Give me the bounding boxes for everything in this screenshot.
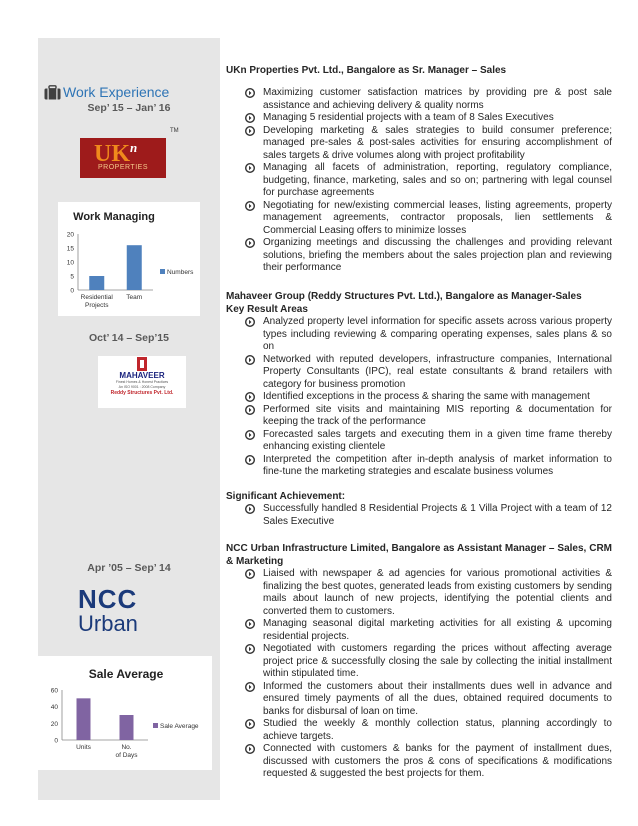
bullet-arrow-icon	[245, 317, 255, 327]
y-tick-label: 60	[50, 687, 58, 695]
list-item: Forecasted sales targets and executing them in a given time frame thereby enhancing existing clientele	[226, 429, 612, 454]
list-item: Informed the customers about their installments dues well in advance and ensured timely payments of all the dues, obtained required documents to banks for disbursal of loan on time.	[226, 681, 612, 719]
bar	[120, 715, 134, 740]
legend-label: Numbers	[167, 269, 194, 276]
legend-swatch	[153, 723, 158, 728]
list-item: Managing seasonal digital marketing activities for all existing & upcoming residential projects.	[226, 618, 612, 643]
list-item: Organizing meetings and discussing the challenges and providing relevant solutions, briefing the members about the sales projection plan and reviewing their performance	[226, 237, 612, 275]
y-tick-label: 15	[66, 245, 74, 253]
bullet-arrow-icon	[245, 569, 255, 579]
y-tick-label: 20	[50, 720, 58, 728]
y-tick-label: 10	[66, 259, 74, 267]
job-ncc	[226, 542, 612, 781]
achievement-title: Significant Achievement:	[226, 491, 346, 502]
bullet-arrow-icon	[245, 504, 255, 514]
job-subtitle: Key Result Areas	[226, 304, 308, 315]
y-tick-label: 0	[70, 287, 74, 295]
ukn-logo-sub: PROPERTIES	[98, 164, 148, 171]
y-tick-label: 0	[54, 737, 58, 745]
briefcase-icon	[44, 85, 60, 99]
y-tick-label: 20	[66, 231, 74, 239]
list-item: Maximizing customer satisfaction matrices by providing pre & post sale assistance and achieving delivery & quality norms	[226, 87, 612, 112]
list-item: Performed site visits and maintaining MIS reporting & documentation for keeping the track of the performance	[226, 404, 612, 429]
x-tick-label: No.	[121, 744, 132, 751]
job-title: Mahaveer Group (Reddy Structures Pvt. Ltd.), Bangalore as Manager-Sales	[226, 291, 582, 302]
list-item: Developing marketing & sales strategies to build consumer preference; managed pre-sales & post-sales activities for ensuring accomplishment of sales targets & drive volumes along with project profitability	[226, 125, 612, 163]
section-title-text: Work Experience	[63, 84, 170, 100]
list-item: Managing all facets of administration, reporting, regulatory compliance, budgeting, finance, marketing, sales and so on; partnering with legal counsel for purchase agreements	[226, 162, 612, 200]
bullet-arrow-icon	[245, 455, 255, 465]
list-item: Studied the weekly & monthly collection status, planning accordingly to achieve targets.	[226, 718, 612, 743]
bullet-arrow-icon	[245, 719, 255, 729]
x-tick-label: Team	[126, 294, 143, 301]
bar	[89, 276, 104, 290]
x-tick-label: Residential	[80, 294, 113, 301]
mahaveer-iso: An ISO 9001 : 2008 Company	[118, 385, 166, 389]
bar	[127, 245, 142, 290]
main-content	[226, 38, 612, 800]
bar	[77, 698, 91, 740]
bullet-arrow-icon	[245, 392, 255, 402]
bullet-arrow-icon	[245, 88, 255, 98]
legend-label: Sale Average	[160, 723, 199, 730]
job-bullets	[226, 568, 612, 781]
job-bullets	[226, 316, 612, 479]
sale-average-chart	[38, 656, 212, 770]
job-bullets	[226, 87, 612, 275]
date-range-ukn: Sep’ 15 – Jan’ 16	[87, 102, 171, 114]
legend-swatch	[160, 269, 165, 274]
mahaveer-tagline: Finest Homes & Honest Practices	[115, 380, 169, 384]
list-item: Negotiating for new/existing commercial leases, listing agreements, property management agreements, contractor proposals, lien settlements & Commercial Leasing offers to minimize losses	[226, 200, 612, 238]
bullet-arrow-icon	[245, 619, 255, 629]
bullet-arrow-icon	[245, 201, 255, 211]
list-item: Managing 5 residential projects with a team of 8 Sales Executives	[226, 112, 612, 125]
bullet-arrow-icon	[245, 163, 255, 173]
list-item: Successfully handled 8 Residential Projects & 1 Villa Project with a team of 12 Sales Executive	[226, 503, 612, 528]
x-tick-label: Units	[76, 744, 91, 751]
work-managing-chart	[58, 202, 200, 316]
bullet-arrow-icon	[245, 126, 255, 136]
section-title	[44, 84, 169, 100]
job-mahaveer	[226, 290, 612, 479]
bullet-arrow-icon	[245, 238, 255, 248]
list-item: Analyzed property level information for specific assets across various property types including reviewing & comparing operating expenses, sales plans & so on	[226, 316, 612, 354]
achievement	[226, 490, 612, 528]
y-tick-label: 5	[70, 273, 74, 281]
bullet-arrow-icon	[245, 644, 255, 654]
date-range-mahaveer: Oct’ 14 – Sep’15	[89, 332, 169, 344]
ukn-properties-logo	[80, 138, 166, 178]
x-tick-label: Projects	[85, 302, 109, 309]
ncc-logo-line2: Urban	[78, 611, 138, 636]
bullet-arrow-icon	[245, 682, 255, 692]
mahaveer-name: MAHAVEER	[119, 371, 165, 380]
bullet-arrow-icon	[245, 405, 255, 415]
x-tick-label: of Days	[115, 752, 138, 759]
list-item: Liaised with newspaper & ad agencies for various promotional activities & finalizing the best quotes, generated leads from existing customers by sending mails about launch of new projects, identifying the potential clients and converted them to customers.	[226, 568, 612, 618]
mahaveer-emblem-icon	[135, 357, 149, 371]
ncc-logo-line1: NCC	[78, 584, 138, 614]
mahaveer-logo	[98, 356, 186, 408]
date-range-ncc: Apr ’05 – Sep’ 14	[87, 562, 171, 574]
bullet-arrow-icon	[245, 355, 255, 365]
job-title: UKn Properties Pvt. Ltd., Bangalore as Sr. Manager – Sales	[226, 65, 507, 76]
job-ukn	[226, 64, 612, 275]
trademark: TM	[170, 128, 179, 134]
list-item: Connected with customers & banks for the payment of installment dues, discussed with customers the pros & cons of specifications & modifications requested & suggested the best projects for them.	[226, 743, 612, 781]
list-item: Networked with reputed developers, infrastructure companies, International Property Consultants (IPC), real estate consultants & brand retailers with category for business promotion	[226, 354, 612, 392]
achievement-bullets	[226, 503, 612, 528]
chart-title: Sale Average	[88, 667, 164, 681]
chart-title: Work Managing	[73, 211, 155, 223]
list-item: Identified exceptions in the process & sharing the same with management	[226, 391, 612, 404]
ukn-logo-main: $UK^n$	[94, 140, 138, 167]
list-item: Negotiated with customers regarding the prices without affecting average project price & successfully closing the sale by collecting the initial installment within stipulated time.	[226, 643, 612, 681]
bullet-arrow-icon	[245, 744, 255, 754]
mahaveer-company: Reddy Structures Pvt. Ltd.	[110, 390, 174, 396]
bullet-arrow-icon	[245, 113, 255, 123]
ncc-urban-logo	[78, 586, 158, 640]
list-item: Interpreted the competition after in-depth analysis of market information to fine-tune the marketing strategies and escalate business volumes	[226, 454, 612, 479]
bullet-arrow-icon	[245, 430, 255, 440]
y-tick-label: 40	[50, 704, 58, 712]
job-title: NCC Urban Infrastructure Limited, Bangalore as Assistant Manager – Sales, CRM & Marketing	[226, 543, 612, 567]
